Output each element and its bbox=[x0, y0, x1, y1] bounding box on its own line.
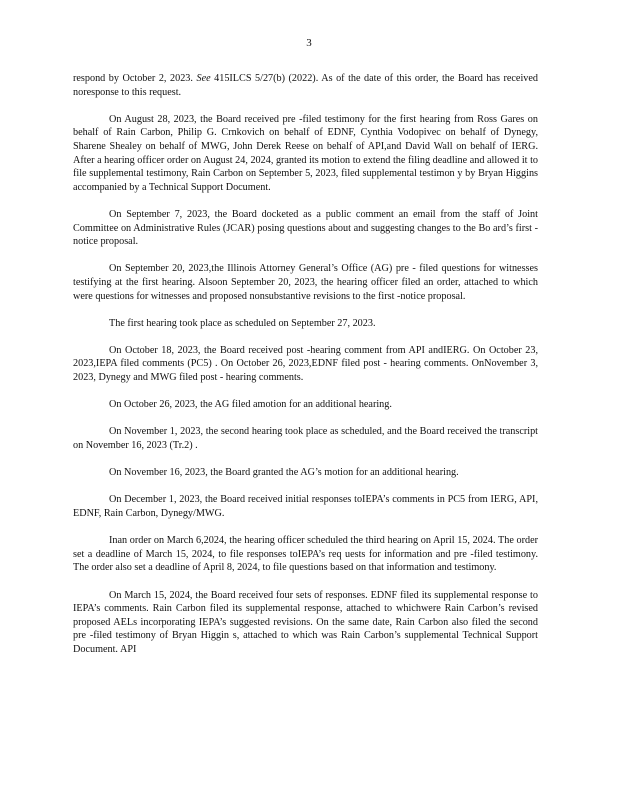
paragraph-6: On October 18, 2023, the Board received post -hearing comment from API andIERG. On October 23, 2023,IEPA filed comments (PC5) . On October 26, 2023,EDNF filed post - hearing comments. OnNovember 3, 2023, Dynegy and MWG filed post - hearing comments. bbox=[73, 344, 538, 384]
citation-signal: See bbox=[196, 73, 211, 84]
paragraph-7: On October 26, 2023, the AG filed amotion for an additional hearing. bbox=[109, 399, 392, 411]
page-number: 3 bbox=[306, 37, 312, 49]
document-body bbox=[73, 72, 538, 657]
paragraph-10: On December 1, 2023, the Board received initial responses toIEPA’s comments in PC5 from IERG, API, EDNF, Rain Carbon, Dynegy/MWG. bbox=[73, 494, 538, 519]
paragraph-1: respond by October 2, 2023. See 415ILCS 5/27(b) (2022). As of the date of this order, the Board has received noresponse to this request. bbox=[73, 73, 538, 98]
paragraph-4: On September 20, 2023,the Illinois Attorney General’s Office (AG) pre - filed questions for witnesses testifying at the first hearing. Alsoon September 20, 2023, the hearing officer filed an order, attached to which were questions for witnesses and proposed nonsubstantive revisions to the first -notice proposal. bbox=[73, 263, 538, 302]
paragraph-11: Inan order on March 6,2024, the hearing officer scheduled the third hearing on April 15, 2024. The order set a deadline of March 15, 2024, to file responses toIEPA’s req uests for information and pre -filed testimony. The order also set a deadline of April 8, 2024, to file questions based on that information and testimony. bbox=[73, 535, 538, 574]
paragraph-9: On November 16, 2023, the Board granted the AG’s motion for an additional hearing. bbox=[109, 467, 459, 479]
paragraph-5: The first hearing took place as scheduled on September 27, 2023. bbox=[109, 317, 376, 329]
paragraph-8: On November 1, 2023, the second hearing took place as scheduled, and the Board received the transcript on November 16, 2023 (Tr.2) . bbox=[73, 426, 538, 452]
paragraph-12: On March 15, 2024, the Board received four sets of responses. EDNF filed its supplemental response to IEPA’s comments. Rain Carbon filed its supplemental response, attached to whichwere Rain Carbon’s revised proposed AELs incorporating IEPA’s suggested revisions. On the same date, Rain Carbon also filed the second pre -filed testimony of Bryan Higgin s, attached to which was Rain Carbon’s supplemental Technical Support Document. API bbox=[73, 589, 538, 655]
paragraph-2: On August 28, 2023, the Board received pre -filed testimony for the first hearing from Ross Gares on behalf of Rain Carbon, Philip G. Crnkovich on behalf of EDNF, Cynthia Vodopivec on behalf of Dynegy, Sharene Shealey on behalf of MWG, John Derek Reese on behalf of API,and David Wall on behalf of IERG. After a hearing officer order on August 24, 2024, granted its motion to extend the filing deadline and allowed it to file supplemental testimony, Rain Carbon on September 5, 2023, filed supplemental testimon y by Bryan Higgins accompanied by a Technical Support Document. bbox=[73, 113, 538, 193]
paragraph-3: On September 7, 2023, the Board docketed as a public comment an email from the staff of Joint Committee on Administrative Rules (JCAR) posing questions about and suggesting changes to the Bo ard’s first -notice proposal. bbox=[73, 208, 538, 248]
